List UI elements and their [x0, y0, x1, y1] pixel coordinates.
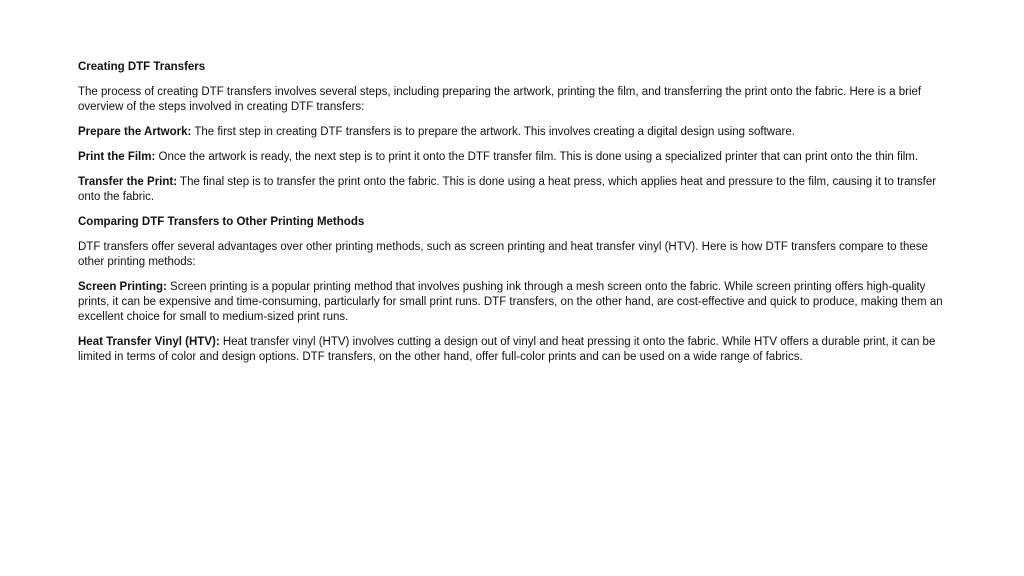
method-text: Screen printing is a popular printing method that involves pushing ink through a mesh screen onto the fabric. While screen printing offers high-quality prints, it can be expensive and time-consuming, particularly for small print runs. DTF transfers, on the other hand, are cost-effective and quick to produce, making them an excellent choice for small to medium-sized print runs. [78, 281, 943, 323]
step-term: Prepare the Artwork: [78, 126, 192, 138]
method-text: Heat transfer vinyl (HTV) involves cutting a design out of vinyl and heat pressing it onto the fabric. While HTV offers a durable print, it can be limited in terms of color and design options. DTF transfers, on the other hand, offer full-color prints and can be used on a wide range of fabrics. [78, 336, 936, 363]
document-body [78, 60, 946, 375]
method-term: Heat Transfer Vinyl (HTV): [78, 336, 220, 348]
section-intro-creating-dtf: The process of creating DTF transfers involves several steps, including preparing the artwork, printing the film, and transferring the print onto the fabric. Here is a brief overview of the steps involved in creating DTF transfers: [78, 86, 922, 113]
section-heading-comparing: Comparing DTF Transfers to Other Printing Methods [78, 216, 365, 228]
step-prepare-artwork [78, 125, 946, 140]
step-term: Print the Film: [78, 151, 156, 163]
section-heading-creating-dtf: Creating DTF Transfers [78, 61, 206, 73]
step-text: The first step in creating DTF transfers is to prepare the artwork. This involves creating a digital design using software. [191, 126, 795, 138]
method-screen-printing [78, 280, 946, 325]
step-transfer-print [78, 175, 946, 205]
step-term: Transfer the Print: [78, 176, 178, 188]
method-term: Screen Printing: [78, 281, 167, 293]
step-text: The final step is to transfer the print onto the fabric. This is done using a heat press, which applies heat and pressure to the film, causing it to transfer onto the fabric. [78, 176, 937, 203]
step-print-film [78, 150, 946, 165]
section-intro-comparing: DTF transfers offer several advantages over other printing methods, such as screen printing and heat transfer vinyl (HTV). Here is how DTF transfers compare to these other printing methods: [78, 241, 928, 268]
step-text: Once the artwork is ready, the next step is to print it onto the DTF transfer film. This is done using a specialized printer that can print onto the thin film. [155, 151, 919, 163]
method-htv [78, 335, 946, 365]
